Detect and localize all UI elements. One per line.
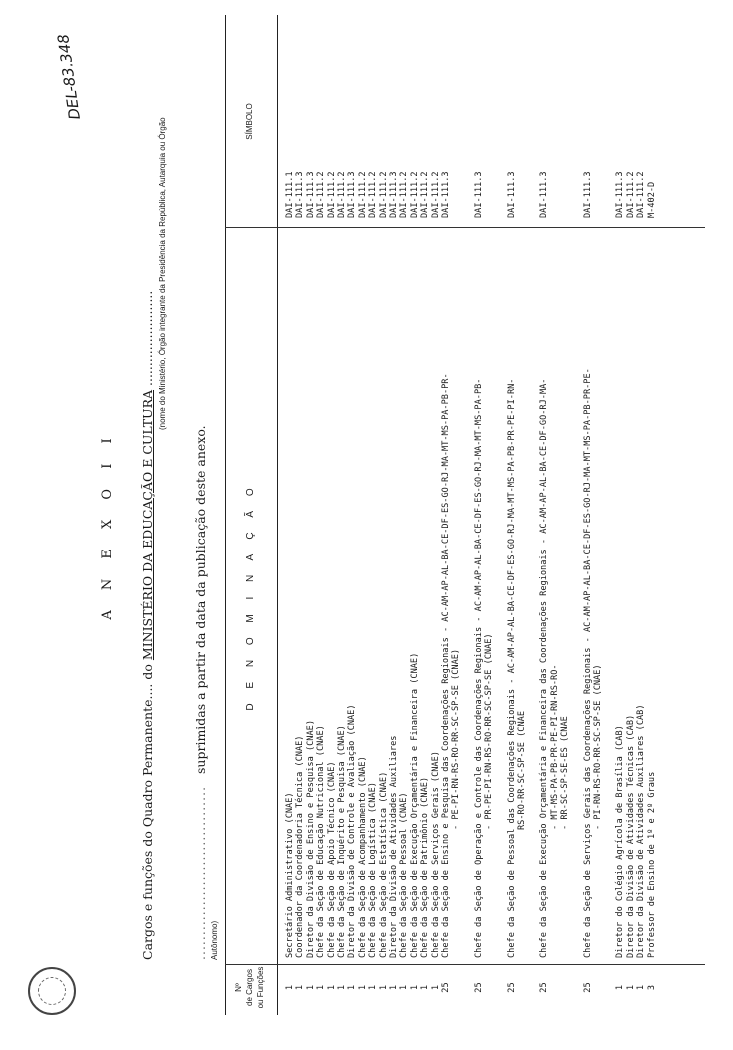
ministry-caption: (nome do Ministério, Órgão integrante da Presidência da República, Autarquia ou Órgão [158,117,167,430]
row-symbol: DAI-111.3 [347,171,358,218]
official-seal [28,967,76,1015]
row-count: 3 [646,984,657,991]
row-symbol: DAI-111.2 [337,171,347,218]
row-symbol: DAI-111.2 [636,171,647,218]
row-denomination: Chefe da Seção de Educação Nutricional (CNAE) [316,725,327,958]
row-count: 1 [378,984,389,991]
row-denomination: Chefe da Seção de Inquérito e Pesquisa (CNAE) [337,725,347,958]
row-symbol: DAI-111.3 [295,171,306,218]
row-denomination: Secretário Administrativo (CNAE) [285,792,295,958]
row-count: 1 [285,984,295,991]
row-symbol: DAI-111.2 [357,171,368,218]
header-part1: Cargos e funções do Quadro Permanente [140,699,155,960]
row-count: 25 [441,982,451,993]
row-symbol: DAI-111.3 [539,171,550,218]
row-denomination: Professor de Ensino de 1º e 2º Graus [646,771,657,958]
second-line-dots: ................................... [193,785,208,960]
row-denomination: RS-RO-RR-SC-SP-SE (CNAE [516,711,527,830]
row-count: 1 [399,984,410,991]
row-denomination: - RR-SC-SP-SE-ES (CNAE [560,716,571,830]
row-symbol: DAI-111.2 [368,171,379,218]
row-symbol: DAI-111.2 [326,171,337,218]
column-header-denominacao: D E N O M I N A Ç Ã O [245,482,256,711]
annex-title: A N E X O I I [100,430,115,620]
row-count: 1 [337,984,347,991]
row-count: 1 [326,984,337,991]
row-denomination: Diretor da Divisão de Controle e Avaliação (CNAE) [347,704,358,958]
row-symbol: DAI-111.3 [389,171,399,218]
row-symbol: DAI-111.3 [506,171,517,218]
header-line [140,291,155,960]
column-header-number-line: ou Funções [256,966,265,1009]
row-denomination: Chefe da Seção de Patrimônio (CNAE) [420,776,431,958]
row-symbol: DAI-111.3 [473,171,484,218]
row-symbol: DAI-111.2 [399,171,410,218]
row-symbol: M-402-D [646,181,657,218]
row-denomination: Chefe da Seção de Logística (CNAE) [368,782,379,958]
row-count: 1 [389,984,399,991]
row-denomination: Diretor do Colégio Agrícola de Brasília (CAB) [615,725,626,958]
row-denomination: - MT-MS-PA-PB-PR-PE-PI-RN-RS-RO- [549,664,560,830]
row-denomination: Coordenador da Coordenadoria Técnica (CNAE) [295,735,306,958]
column-divider-symbol [225,227,705,228]
column-header-number-line: Nº [234,983,243,992]
row-count: 1 [420,984,431,991]
column-header-simbolo: SÍMBOLO [245,103,254,140]
row-denomination: Chefe da Seção de Ensino e Pesquisa das Coordenações Regionais - AC-AM-AP-AL-BA-CE-DF-ES-GO-RJ-MA-MT-MS-PA-PB-PR- [441,373,451,958]
row-denomination: Diretor da Divisão de Atividades Auxiliares (CAB) [636,704,647,958]
row-denomination: Chefe da Seção de Serviços Gerais das Coordenações Regionais - AC-AM-AP-AL-BA-CE-DF-ES-GO-RJ-MA-MT-MS-PA-PB-PR-PE- [582,368,593,958]
row-count: 25 [582,982,593,993]
row-symbol: DAI-111.2 [378,171,389,218]
document-number: DEL-83.348 [54,33,84,121]
column-header-number [233,965,266,1010]
autonomo-label: Autônomo) [210,920,219,960]
row-count: 1 [347,984,358,991]
row-denomination: - PI-RN-RS-RO-RR-SC-SP-SE (CNAE) [592,664,603,830]
row-denomination: Diretor da Divisão de Atividades Auxiliares [389,735,399,958]
row-count: 1 [625,984,636,991]
row-symbol: DAI-111.2 [409,171,420,218]
row-denomination: - PE-PI-RN-RS-RO-RR-SC-SP-SE (CNAE) [451,648,462,830]
row-symbol: DAI-111.3 [305,171,316,218]
row-count: 25 [473,982,484,993]
row-count: 1 [409,984,420,991]
row-symbol: DAI-111.2 [316,171,327,218]
row-symbol: DAI-111.3 [615,171,626,218]
row-symbol: DAI-111.2 [420,171,431,218]
second-line-text: suprimidas a partir da data da publicação deste anexo. [193,425,208,774]
row-denomination: Chefe da Seção de Execução Orçamentária e Financeira (CNAE) [409,652,420,958]
row-denomination: Chefe da Seção de Pessoal (CNAE) [399,792,410,958]
row-denomination: Diretor da Divisão de Atividades Técnicas (CAB) [625,714,636,958]
header-part2: do [140,664,155,680]
row-count: 1 [305,984,316,991]
header-dots2: ........................ [140,290,155,386]
row-denomination: Chefe da Seção de Estatística (CNAE) [378,771,389,958]
row-count: 25 [506,982,517,993]
row-count: 1 [636,984,647,991]
row-denomination: Chefe da Seção de Execução Orçamentária e Financeira das Coordenações Regionais - AC-AM-AP-AL-BA-CE-DF-GO-RJ-MA- [539,378,550,958]
row-symbol: DAI-111.2 [625,171,636,218]
column-header-number-line: de Cargos [245,969,254,1006]
row-denomination: Chefe da Seção de Operação e Controle das Coordenações Regionais - AC-AM-AP-AL-BA-CE-DF-ES-GO-RJ-MA-MT-MS-PA-PB- [473,378,484,958]
second-line [193,425,208,960]
row-symbol: DAI-111.3 [441,171,451,218]
ministry-name: MINISTÉRIO DA EDUCAÇÃO E CULTURA [140,389,155,661]
row-denomination: Chefe da Seção de Acompanhamento (CNAE) [357,756,368,958]
row-symbol: DAI-111.3 [582,171,593,218]
row-denomination: Diretor da Divisão de Ensino e Pesquisa (CNAE) [305,720,316,958]
header-dots1: .... [140,683,155,700]
row-count: 1 [430,984,441,991]
row-denomination: - PR-PE-PI-RN-RS-RO-RR-SC-SP-SE (CNAE) [484,633,495,830]
row-count: 1 [615,984,626,991]
row-count: 25 [539,982,550,993]
row-symbol: DAI-111.2 [430,171,441,218]
row-denomination: Chefe da Seção de Serviços Gerais (CNAE) [430,751,441,958]
row-count: 1 [295,984,306,991]
row-symbol: DAI-111.1 [285,171,295,218]
table-header-rule [277,15,278,1015]
row-count: 1 [368,984,379,991]
row-count: 1 [316,984,327,991]
row-denomination: Chefe da Seção de Pessoal das Coordenações Regionais - AC-AM-AP-AL-BA-CE-DF-ES-GO-RJ-MA-MT-MS-PA-PB-PR-PE-PI-RN- [506,378,517,958]
table-top-rule [225,15,226,1015]
row-denomination: Chefe da Seção de Apoio Técnico (CNAE) [326,761,337,958]
row-count: 1 [357,984,368,991]
